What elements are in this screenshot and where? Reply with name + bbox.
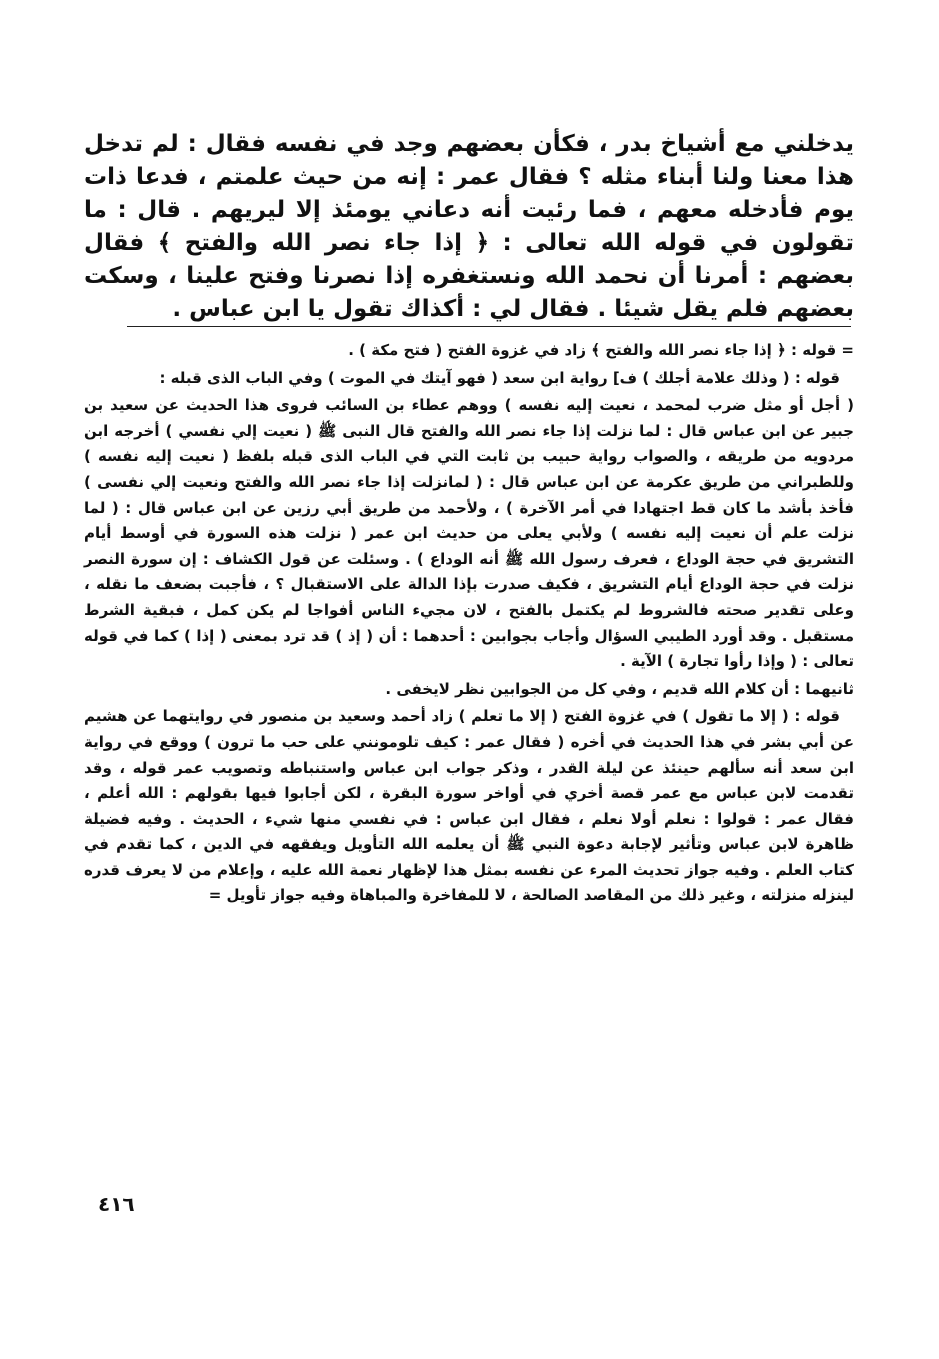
footnote-paragraph: = قوله : ﴿ إذا جاء نصر الله والفتح ﴾ زاد في غزوة الفتح ( فتح مكة ) . <box>348 341 854 359</box>
footnote-paragraph: ثانيهما : أن كلام الله قديم ، وفي كل من الجوابين نظر لايخفى . <box>385 679 854 698</box>
footnote-divider <box>127 326 851 327</box>
footnotes-block <box>84 338 854 911</box>
footnote-paragraph: ( أجل أو مثل ضرب لمحمد ، نعيت إليه نفسه ) ووهم عطاء بن السائب فروى هذا الحديث عن سعيد بن جبير عن ابن عباس قال : لما نزلت إذا جاء نصر الله والفتح قال النبى ﷺ ( نعيت إلي نفسي ) أخرجه ابن مردويه من طريقه ، والصواب رواية حبيب بن ثابت التي في الباب الذى قبله بلفظ ( نعيت إليه نفسه ) وللطبراني من طريق عكرمة عن ابن عباس قال : ( لمانزلت إذا جاء نصر الله والفتح ونعيت إلي نفسى ) فأخذ بأشد ما كان قط اجتهادا في أمر الآخرة ) ، ولأحمد من طريق أبي رزين عن ابن عباس قال : ( لما نزلت علم أن نعيت إليه نفسه ) ولأبي يعلى من حديث ابن عمر ( نزلت هذه السورة في أوسط أيام التشريق في حجة الوداع ، فعرف رسول الله ﷺ أنه الوداع ) . وسئلت عن قول الكشاف : إن سورة النصر نزلت في حجة الوداع أيام التشريق ، فكيف صدرت بإذا الدالة على الاستقبال ؟ ، فأجبت بضعف ما نقله ، وعلى تقدير صحته فالشروط لم يكتمل بالفتح ، لان مجيء الناس أفواجا لم يكن كمل ، فبقية الشرط مستقبل . وقد أورد الطيبي السؤال وأجاب بجوابين : أحدهما : أن ( إذ ) قد ترد بمعنى ( إذا ) كما في قوله تعالى : ( وإذا رأوا تجارة ) الآية . <box>84 396 854 671</box>
footnote-paragraph: قوله : ( إلا ما تقول ) في غزوة الفتح ( إلا ما تعلم ) زاد أحمد وسعيد بن منصور في روايتهما عن هشيم عن أبي بشر في هذا الحديث في أخره ( فقال عمر : كيف تلومونني على حب ما ترون ) ووقع في رواية ابن سعد أنه سألهم حينئذ عن ليلة القدر ، وذكر جواب ابن عباس واستنباطه وتصويب عمر قوله ، وقد تقدمت لابن عباس مع عمر قصة أخري في أواخر سورة البقرة ، لكن أجابوا فيها بقولهم : الله أعلم ، فقال عمر : قولوا : نعلم أولا نعلم ، فقال ابن عباس : في نفسي منها شيء ، الحديث . وفيه فضيلة ظاهرة لابن عباس وتأثير لإجابة دعوة النبي ﷺ أن يعلمه الله التأويل ويفقهه في الدين ، كما تقدم في كتاب العلم . وفيه جواز تحديث المرء عن نفسه بمثل هذا لإظهار نعمة الله عليه ، وإعلام من لا يعرف قدره لينزله منزلته ، وغير ذلك من المقاصد الصالحة ، لا للمفاخرة والمباهاة وفيه جواز تأويل = <box>84 707 854 905</box>
footnote-paragraph: قوله : ( وذلك علامة أجلك ) ف] رواية ابن سعد ( فهو آيتك في الموت ) وفي الباب الذى قبله : <box>159 368 840 387</box>
main-text-block <box>84 128 854 326</box>
main-paragraph: يدخلني مع أشياخ بدر ، فكأن بعضهم وجد في نفسه فقال : لم تدخل هذا معنا ولنا أبناء مثله ؟ فقال عمر : إنه من حيث علمتم ، فدعا ذات يوم فأدخله معهم ، فما رئيت أنه دعاني يومئذ إلا ليريهم . قال : ما تقولون في قوله الله تعالى : ﴿ إذا جاء نصر الله والفتح ﴾ فقال بعضهم : أمرنا أن نحمد الله ونستغفره إذا نصرنا وفتح علينا ، وسكت بعضهم فلم يقل شيئا . فقال لي : أكذاك تقول يا ابن عباس . <box>84 131 854 322</box>
page-number: ٤١٦ <box>98 1192 135 1216</box>
